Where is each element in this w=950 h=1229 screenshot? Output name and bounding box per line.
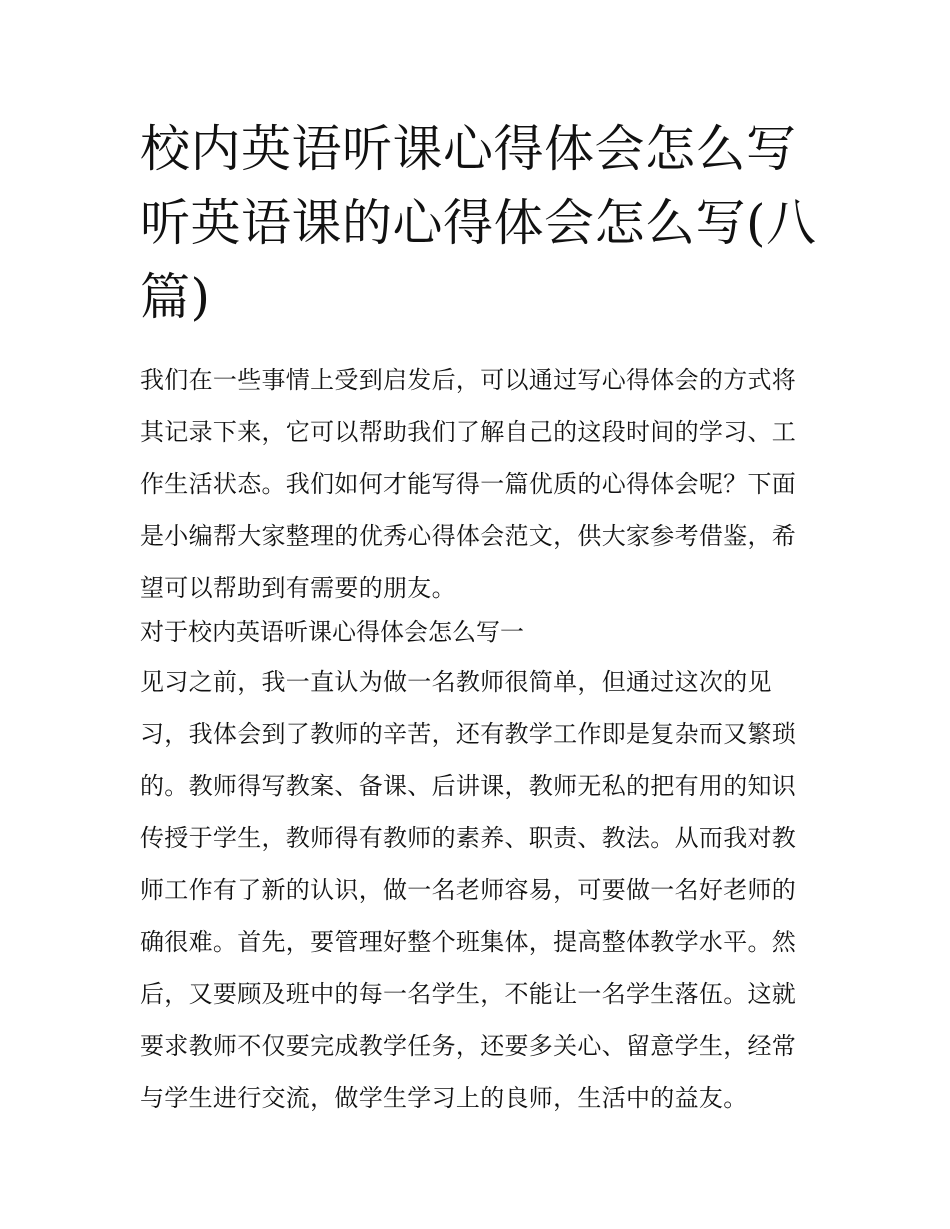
text-line: 我们在一些事情上受到启发后，可以通过写心得体会的方式将 (140, 366, 797, 394)
text-line: 的。教师得写教案、备课、后讲课，教师无私的把有用的知识 (140, 772, 797, 800)
title-line: 校内英语听课心得体会怎么写 (140, 120, 797, 178)
document-title (140, 112, 820, 334)
text-line: 传授于学生，教师得有教师的素养、职责、教法。从而我对教 (140, 824, 797, 852)
text-line: 确很难。首先，要管理好整个班集体，提高整体教学水平。然 (140, 928, 797, 956)
intro-paragraph (140, 354, 820, 614)
text-line: 望可以帮助到有需要的朋友。 (140, 574, 456, 602)
text-line: 要求教师不仅要完成教学任务，还要多关心、留意学生，经常 (140, 1032, 797, 1060)
text-line: 后，又要顾及班中的每一名学生，不能让一名学生落伍。这就 (140, 980, 797, 1008)
text-line: 见习之前，我一直认为做一名教师很简单，但通过这次的见 (140, 668, 772, 696)
title-line: 篇) (140, 268, 211, 326)
body-paragraph (140, 656, 820, 1124)
text-line: 与学生进行交流，做学生学习上的良师，生活中的益友。 (140, 1084, 748, 1112)
text-line: 是小编帮大家整理的优秀心得体会范文，供大家参考借鉴，希 (140, 522, 797, 550)
text-line: 习，我体会到了教师的辛苦，还有教学工作即是复杂而又繁琐 (140, 720, 797, 748)
section-heading: 对于校内英语听课心得体会怎么写一 (140, 618, 524, 646)
text-line: 作生活状态。我们如何才能写得一篇优质的心得体会呢？下面 (140, 470, 797, 498)
text-line: 其记录下来，它可以帮助我们了解自己的这段时间的学习、工 (140, 418, 797, 446)
title-line: 听英语课的心得体会怎么写(八 (140, 194, 817, 252)
text-line: 师工作有了新的认识，做一名老师容易，可要做一名好老师的 (140, 876, 797, 904)
